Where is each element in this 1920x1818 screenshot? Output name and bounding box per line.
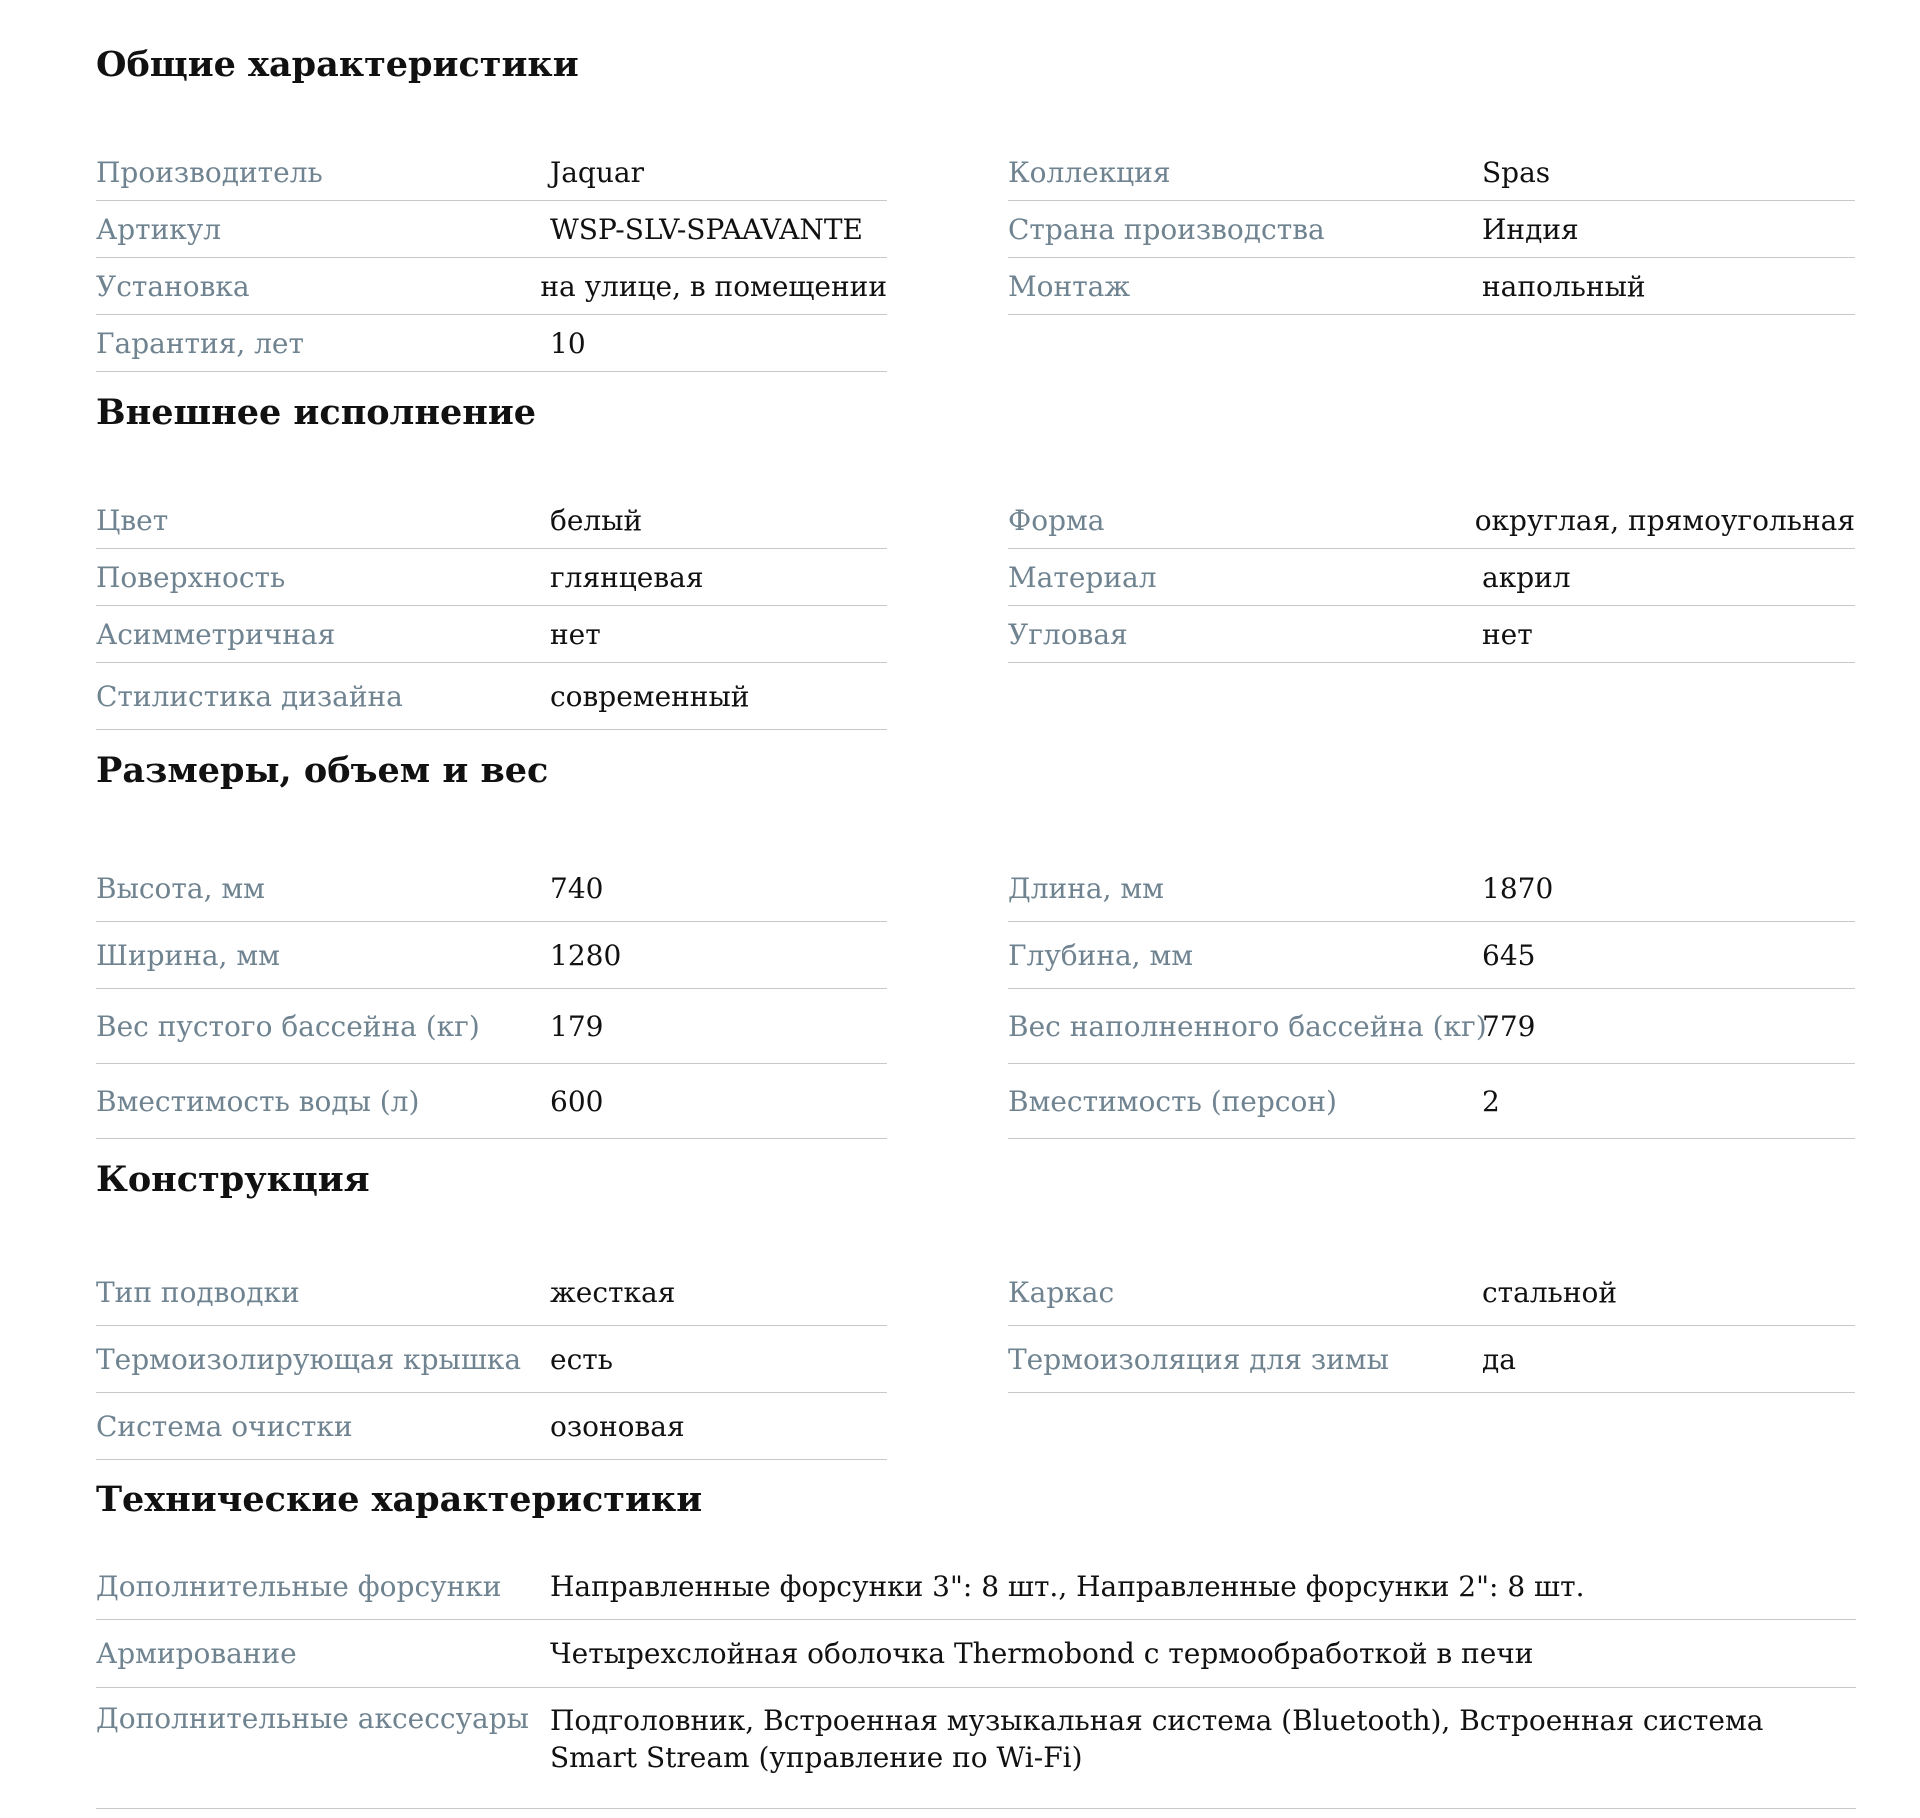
spec-value: 600 <box>550 1084 604 1118</box>
spec-label: Вместимость воды (л) <box>96 1084 420 1118</box>
section-technical <box>96 1475 1856 1809</box>
spec-value: белый <box>550 503 643 537</box>
section-general <box>96 40 1856 372</box>
spec-row <box>96 922 887 989</box>
spec-row <box>96 606 887 663</box>
spec-value: есть <box>550 1342 613 1376</box>
spec-row <box>1008 1326 1855 1393</box>
spec-label: Термоизоляция для зимы <box>1008 1342 1389 1376</box>
spec-value: 179 <box>550 1009 604 1043</box>
spec-label: Вес наполненного бассейна (кг) <box>1008 1009 1487 1043</box>
spec-row <box>1008 922 1855 989</box>
section-title: Общие характеристики <box>96 44 579 85</box>
spec-row <box>1008 855 1855 922</box>
spec-value: Индия <box>1482 212 1579 246</box>
spec-value: стальной <box>1482 1275 1618 1309</box>
spec-value: да <box>1482 1342 1516 1376</box>
spec-value: нет <box>550 617 601 651</box>
spec-value: 2 <box>1482 1084 1500 1118</box>
spec-label: Коллекция <box>1008 155 1171 189</box>
spec-row <box>1008 549 1855 606</box>
spec-label: Цвет <box>96 503 169 537</box>
spec-label: Производитель <box>96 155 323 189</box>
spec-row <box>96 663 887 730</box>
spec-value: 1870 <box>1482 871 1554 905</box>
left-column <box>96 1259 887 1460</box>
spec-row <box>96 1064 887 1139</box>
spec-row <box>96 258 887 315</box>
spec-label: Угловая <box>1008 617 1128 651</box>
spec-value: 779 <box>1482 1009 1536 1043</box>
spec-row <box>96 201 887 258</box>
spec-label: Гарантия, лет <box>96 326 304 360</box>
left-column <box>96 492 887 730</box>
spec-value: Четырехслойная оболочка Thermobond с термообработкой в печи <box>550 1637 1534 1670</box>
spec-label: Форма <box>1008 503 1105 537</box>
spec-row <box>1008 1064 1855 1139</box>
spec-value: WSP-SLV-SPAAVANTE <box>550 212 863 246</box>
spec-label: Асимметричная <box>96 617 336 651</box>
spec-row <box>96 989 887 1064</box>
spec-label: Термоизолирующая крышка <box>96 1342 522 1376</box>
spec-value: Направленные форсунки 3": 8 шт., Направленные форсунки 2": 8 шт. <box>550 1569 1585 1603</box>
spec-row <box>96 315 887 372</box>
spec-row <box>96 855 887 922</box>
spec-row <box>1008 1259 1855 1326</box>
spec-label: Поверхность <box>96 560 286 594</box>
spec-row <box>96 1620 1856 1688</box>
right-column <box>1008 1259 1855 1460</box>
spec-label: Высота, мм <box>96 871 265 905</box>
spec-value: Подголовник, Встроенная музыкальная система (Bluetooth), Встроенная система Smart Stream (управление по Wi-Fi) <box>550 1704 1764 1774</box>
spec-label: Глубина, мм <box>1008 938 1194 972</box>
section-appearance <box>96 388 1856 730</box>
spec-value: озоновая <box>550 1409 685 1443</box>
spec-label: Страна производства <box>1008 212 1325 246</box>
spec-value: Jaquar <box>550 155 644 189</box>
spec-row <box>1008 144 1855 201</box>
right-column <box>1008 855 1855 1139</box>
spec-label: Армирование <box>96 1637 297 1670</box>
spec-label: Монтаж <box>1008 269 1131 303</box>
spec-value: 740 <box>550 871 604 905</box>
spec-value: 1280 <box>550 938 622 972</box>
spec-row <box>96 549 887 606</box>
spec-label: Установка <box>96 269 250 303</box>
spec-row <box>96 492 887 549</box>
spec-label: Материал <box>1008 560 1157 594</box>
spec-value: жесткая <box>550 1275 676 1309</box>
spec-value: округлая, прямоугольная <box>1474 503 1855 537</box>
spec-label: Стилистика дизайна <box>96 679 403 713</box>
spec-label: Тип подводки <box>96 1275 300 1309</box>
spec-row <box>96 1553 1856 1620</box>
spec-label: Ширина, мм <box>96 938 280 972</box>
spec-label: Вес пустого бассейна (кг) <box>96 1009 480 1043</box>
spec-value: глянцевая <box>550 560 704 594</box>
left-column <box>96 144 887 372</box>
spec-value: акрил <box>1482 560 1571 594</box>
spec-row <box>96 1688 1856 1809</box>
spec-value: напольный <box>1482 269 1646 303</box>
spec-row <box>96 1393 887 1460</box>
spec-value: 645 <box>1482 938 1536 972</box>
section-title: Размеры, объем и вес <box>96 750 549 791</box>
spec-value: на улице, в помещении <box>540 269 887 303</box>
right-column <box>1008 492 1855 730</box>
spec-label: Система очистки <box>96 1409 353 1443</box>
spec-row <box>1008 258 1855 315</box>
spec-row <box>96 1259 887 1326</box>
spec-row <box>1008 606 1855 663</box>
section-title: Внешнее исполнение <box>96 392 537 433</box>
section-title: Конструкция <box>96 1159 370 1200</box>
spec-row <box>1008 492 1855 549</box>
right-column <box>1008 144 1855 372</box>
section-title: Технические характеристики <box>96 1479 703 1520</box>
spec-row <box>96 144 887 201</box>
spec-label: Дополнительные аксессуары <box>96 1702 529 1735</box>
spec-label: Длина, мм <box>1008 871 1164 905</box>
spec-label: Дополнительные форсунки <box>96 1569 502 1603</box>
spec-label: Артикул <box>96 212 222 246</box>
spec-row <box>96 1326 887 1393</box>
spec-value: Spas <box>1482 155 1551 189</box>
spec-value: 10 <box>550 326 586 360</box>
spec-label: Вместимость (персон) <box>1008 1084 1337 1118</box>
section-dimensions <box>96 746 1856 1139</box>
spec-label: Каркас <box>1008 1275 1115 1309</box>
left-column <box>96 855 887 1139</box>
spec-value: нет <box>1482 617 1533 651</box>
spec-row <box>1008 201 1855 258</box>
spec-row <box>1008 989 1855 1064</box>
spec-value: современный <box>550 679 750 713</box>
section-construction <box>96 1155 1856 1460</box>
